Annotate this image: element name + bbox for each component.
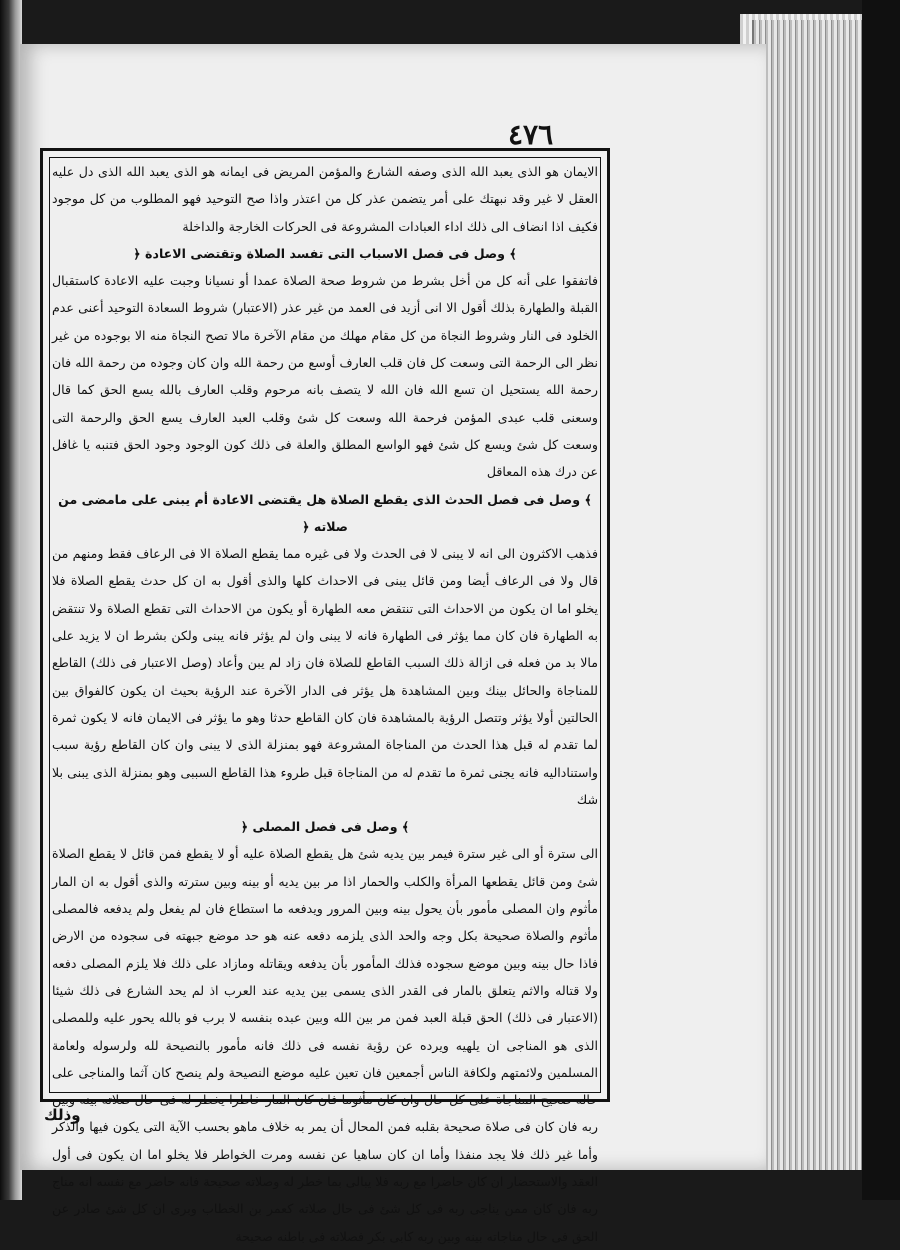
- section-heading-3: ﴾ وصل فى فصل المصلى ﴿: [52, 813, 598, 840]
- paragraph-3: فذهب الاكثرون الى انه لا يبنى لا فى الحدث ولا فى غيره مما يقطع الصلاة الا فى الرعاف فقط ومنهم من قال ولا فى الرعاف أيضا ومن قائل يبنى فى الاحداث كلها والذى أقول به ان كل حدث يقطع الصلاة فلا يخلو اما ان يكون من الاحداث التى تنتقض معه الطهارة أو يكون من الاحداث التى تقطع الصلاة ولا تنتقض به الطهارة فان كان مما يؤثر فى الطهارة فانه لا يبنى وان لم يؤثر فانه يبنى ولكن بشرط ان لا يزيد على مالا بد من فعله فى ازالة ذلك السبب القاطع للصلاة فان زاد لم يبن وأعاد (وصل الاعتبار فى ذلك) القاطع للمناجاة والحائل بينك وبين المشاهدة هل يؤثر فى الدار الآخرة عند الرؤية بحيث ان يكون كالفواق بين الحالتين أولا يؤثر وتتصل الرؤية بالمشاهدة فان كان القاطع حدثا وهو ما يؤثر فى الايمان فانه لا يكون ثمرة لما تقدم له قبل هذا الحدث من المناجاة المشروعة فهو بمنزلة الذى لا يبنى وان كان القاطع رؤية سبب واستناداليه فانه يجنى ثمرة ما تقدم له من المناجاة قبل طروء هذا القاطع السببى وهو بمنزلة الذى يبنى بلا شك: [52, 546, 598, 807]
- section-heading-2: ﴾ وصل فى فصل الحدث الذى يقطع الصلاة هل يقتضى الاعادة أم يبنى على مامضى من صلاته ﴿: [52, 486, 598, 541]
- paragraph-4: الى سترة أو الى غير سترة فيمر بين يديه شئ هل يقطع الصلاة عليه أو لا يقطع فمن قائل لا يقطع الصلاة شئ ومن قائل يقطعها المرأة والكلب والحمار اذا مر بين يديه أو بينه وبين سترته والذى أقول به ان المار مأثوم وان المصلى مأمور بأن يحول بينه وبين المرور ويدفعه ما استطاع فان لم يفعل ولم يدفعه فالمصلى مأثوم والصلاة صحيحة بكل وجه والحد الذى يلزمه دفعه عنه هو حد موضع جبهته فى سجوده من الارض فاذا حال بينه وبين موضع سجوده فذلك المأمور بأن يدفعه ويقاتله ومازاد على ذلك فلا يلزم المصلى دفعه ولا قتاله والاثم يتعلق بالمار فى القدر الذى يسمى بين يديه عند العرب اذ لم يحد الشارع فى ذلك شيئا (الاعتبار فى ذلك) الحق قبلة العبد فمن مر بين الله وبين عبده بنفسه لا برب فو بالله يحور عليه وللمصلى الذى هو المناجى ان يلهيه ويرده عن رؤية نفسه فى ذلك فانه مأمور بالنصيحة لله ولرسوله ولعامة المسلمين ولائمتهم ولكافة الناس أجمعين فان تعين عليه موضع النصيحة ولم ينصح كان آثما والمناجى على حاله صحيح المناجاة على كل حال وان كان مأثوما فان كان المار خاطرا يخطر له فى حال صلاته بينه وبين ربه فان كان فى صلاة صحيحة بقلبه فمن المحال أن يمر به خلاف ماهو بحسب الآية التى يكون فيها والذكر وأما غير ذلك فلا يجد منفذا وأما ان كان ساهيا عن نفسه ومرت الخواطر فلا يخلو اما ان يكون فى أول العقد والاستحضار ان كان حاضرا مع ربه فلا يبالى بما خطر له وصلاته صحيحة فانه حاضر مع نفسه انه مناج ربه فان كان ممن يناجى ربه فى كل شئ فى حال صلاته كعمر بن الخطاب وبرى ان كل شئ صادر عن الحق فى حال مناجاته بينه وبين ربه كابى بكر فصلاته فى باطنه صحيحة: [52, 846, 598, 1244]
- catchword: وذلك: [44, 1106, 81, 1124]
- background-right: [862, 0, 900, 1200]
- paragraph-2: فاتفقوا على أنه كل من أخل بشرط من شروط صحة الصلاة عمدا أو نسيانا وجبت عليه الاعادة كاستقبال القبلة والطهارة بذلك أقول الا انى أزيد فى العمد من غير عذر (الاعتبار) شروط السعادة التوحيد أعنى عدم الخلود فى النار وشروط النجاة من كل مقام مهلك من مقام الآخرة مالا تصح النجاة منه الا بوجوده من غير نظر الى الرحمة التى وسعت كل فان قلب العارف أوسع من رحمة الله وان كان وجوده من رحمة الله فان رحمة الله يستحيل ان تسع الله فان الله لا يتصف بانه مرحوم وقلب العارف بالله يسع الحق كما قال وسعنى قلب عبدى المؤمن فرحمة الله وسعت كل شئ وقلب العبد العارف يسع الحق والرحمة التى وسعت كل شئ ويسع كل شئ فهو الواسع المطلق والعلة فى ذلك كون الوجود وجود الحق فتنبه يا غافل عن درك هذه المعاقل: [52, 273, 598, 480]
- paragraph-1: الايمان هو الذى يعبد الله الذى وصفه الشارع والمؤمن المريض فى ايمانه هو الذى يعبد الله الذى دل عليه العقل لا غير وقد نبهتك على أمر يتضمن عذر كل من اعتذر واذا صح التوحيد فهو المطلوب من كل موجود فكيف اذا انضاف الى ذلك اداء العبادات المشروعة فى الحركات الخارجة والداخلة: [52, 164, 598, 234]
- page-number: ٤٧٦: [508, 118, 554, 151]
- section-heading-1: ﴾ وصل فى فصل الاسباب التى تفسد الصلاة وتقتضى الاعادة ﴿: [52, 240, 598, 267]
- page-edges: [752, 20, 864, 1170]
- book-spine-shadow: [0, 0, 22, 1200]
